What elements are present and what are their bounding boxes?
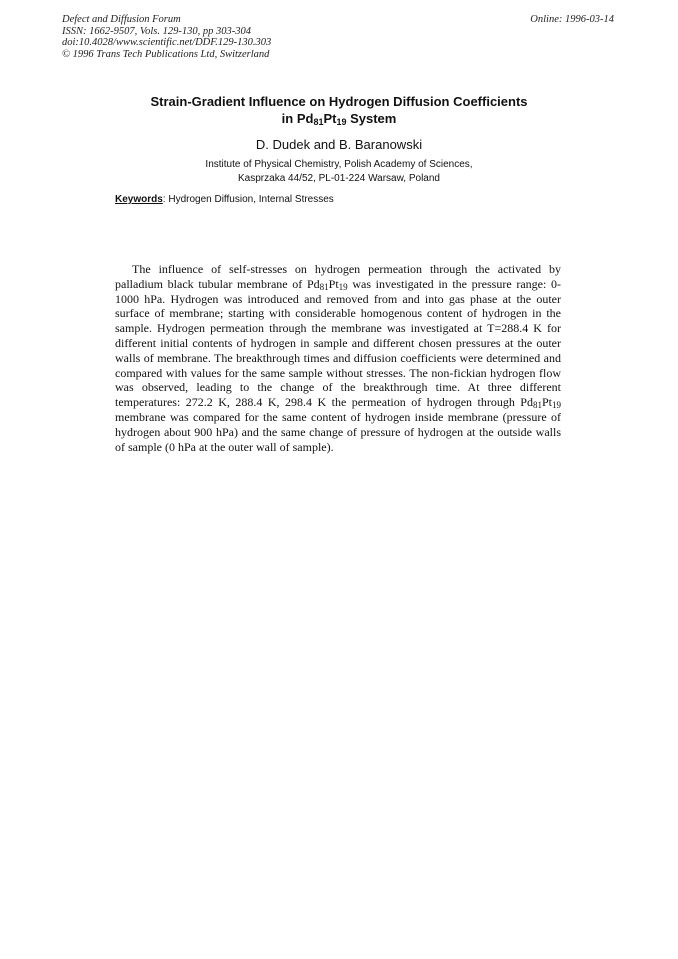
abstract-paragraph [115,262,561,454]
title-prefix: in Pd [281,111,314,126]
abstract-seg-3: was investigated in the pressure range: 0-1000 hPa. Hydrogen was introduced and removed from and into gas phase at the outer surface of membrane; starting with considerable homogenous content of hydrogen in the sample. Hydrogen permeation through the membrane was investigated at T=288.4 K for different initial contents of hydrogen in sample and different chosen pressures at the outer walls of membrane. The breakthrough times and diffusion coefficients were determined and compared with values for the same sample without stresses. The non-fickian hydrogen flow was observed, leading to the change of the breakthrough time. At three different temperatures: 272.2 K, 288.4 K, 298.4 K the permeation of hydrogen through Pd [115,276,561,410]
doi-line: doi:10.4028/www.scientific.net/DDF.129-130.303 [62,37,272,49]
paper-title [90,93,588,127]
journal-name: Defect and Diffusion Forum [62,14,181,25]
abstract [115,262,561,454]
abstract-sub-1: 81 [319,281,329,292]
title-suffix: System [346,111,397,126]
abstract-seg-5: membrane was compared for the same content of hydrogen inside membrane (pressure of hydrogen about 900 hPa) and the same change of pressure of hydrogen at the outside walls of sample (0 hPa at the outer wall of sample). [115,409,561,454]
copyright-line: © 1996 Trans Tech Publications Ltd, Switzerland [62,48,270,60]
affiliation-line-2: Kasprzaka 44/52, PL-01-224 Warsaw, Poland [238,172,440,184]
abstract-seg-2: Pt [328,276,339,291]
affiliation-line-1: Institute of Physical Chemistry, Polish Academy of Sciences, [205,159,473,170]
publication-info [62,14,271,60]
keywords [115,194,334,205]
affiliation [90,158,588,185]
title-subscript-81: 81 [313,117,324,127]
title-line-1: Strain-Gradient Influence on Hydrogen Diffusion Coefficients [150,94,528,109]
online-date: Online: 1996-03-14 [530,14,614,25]
keywords-text: : Hydrogen Diffusion, Internal Stresses [162,194,334,205]
title-line-2 [90,110,588,127]
title-mid: Pt [323,111,337,126]
issn-line: ISSN: 1662-9507, Vols. 129-130, pp 303-304 [62,25,251,37]
keywords-label: Keywords [115,194,163,205]
abstract-sub-3: 81 [532,400,542,411]
title-subscript-19: 19 [336,117,347,127]
authors: D. Dudek and B. Baranowski [255,137,423,152]
abstract-seg-1: The influence of self-stresses on hydrogen permeation through the activated by palladium black tubular membrane of Pd [115,262,561,291]
abstract-sub-2: 19 [338,281,348,292]
abstract-seg-4: Pt [541,395,552,410]
abstract-sub-4: 19 [552,400,561,411]
